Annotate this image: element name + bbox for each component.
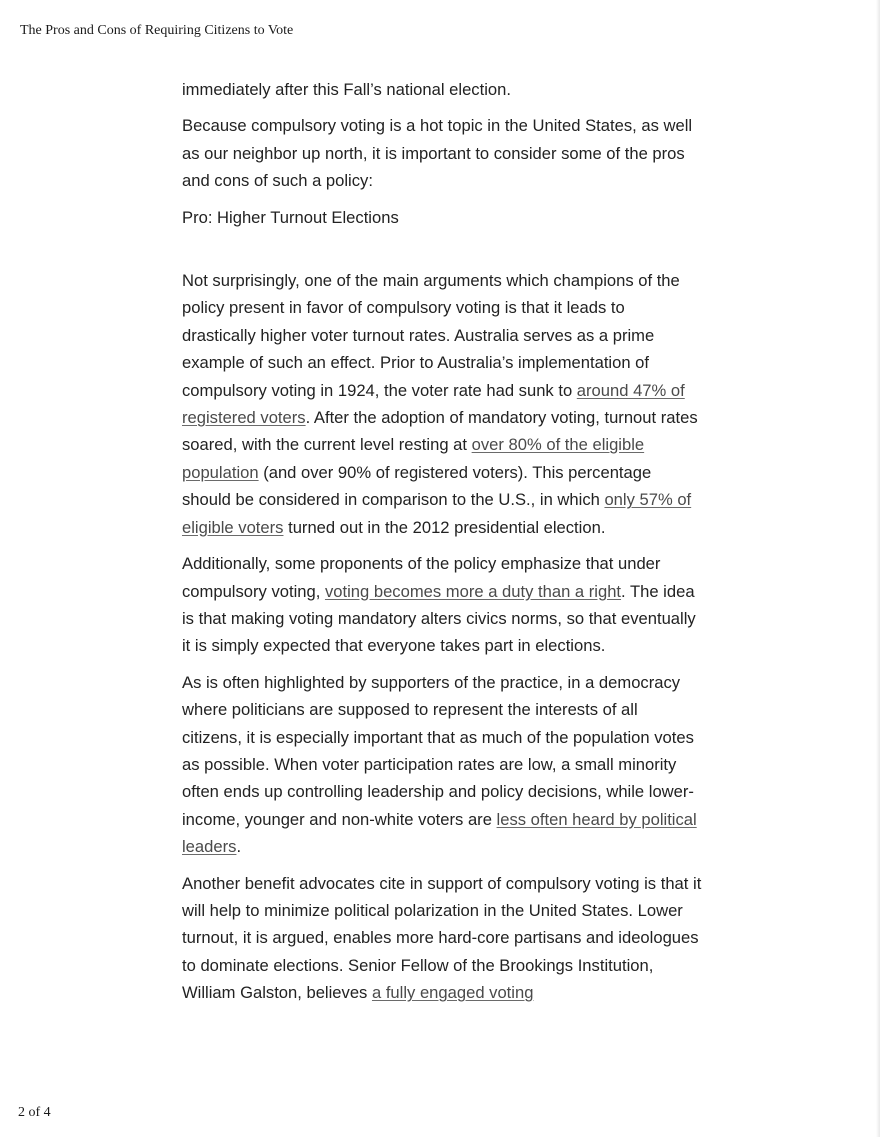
text-run: Another benefit advocates cite in support of compulsory voting is that it will help to minimize political polarization in the United States. Lower turnout, it is argued, enables more hard-core partisans and ideologues to dominate elections. Senior Fellow of the Brookings Institution, William Galston, believes xyxy=(182,873,702,1003)
paragraph-duty xyxy=(182,550,702,660)
link-fully-engaged-voting[interactable]: a fully engaged voting xyxy=(371,983,534,1003)
paragraph-polarization xyxy=(182,870,702,1007)
section-heading-pro-turnout: Pro: Higher Turnout Elections xyxy=(182,207,399,227)
text-run: turned out in the 2012 presidential election. xyxy=(283,517,606,537)
paragraph-intro: Because compulsory voting is a hot topic in the United States, as well as our neighbor up north, it is important to consider some of the pros and cons of such a policy: xyxy=(182,116,693,191)
article-body xyxy=(182,76,702,1016)
paragraph-representation xyxy=(182,669,702,861)
text-run: Not surprisingly, one of the main arguments which champions of the policy present in favor of compulsory voting is that it leads to drastically higher voter turnout rates. Australia serves as a prime example of such an effect. Prior to Australia’s implementation of compulsory voting in 1924, the voter rate had sunk to xyxy=(182,271,680,400)
link-around-47-percent[interactable]: around 47% of registered voters xyxy=(182,380,685,428)
text-run: . xyxy=(236,837,242,857)
link-over-80-percent[interactable]: over 80% of the eligible population xyxy=(182,435,645,482)
text-run: As is often highlighted by supporters of the practice, in a democracy where politicians are supposed to represent the interests of all citizens, it is especially important that as much of the population votes as possible. When voter participation rates are low, a small minority often ends up controlling leadership and policy decisions, while lower-income, younger and non-white voters are xyxy=(182,672,694,829)
text-run: (and over 90% of registered voters). This percentage should be considered in comparison to the U.S., in which xyxy=(182,462,652,510)
text-run: . After the adoption of mandatory voting, turnout rates soared, with the current level resting at xyxy=(182,408,698,455)
link-less-often-heard[interactable]: less often heard by political leaders xyxy=(182,809,697,857)
scan-edge-shadow xyxy=(876,0,880,1137)
page-number: 2 of 4 xyxy=(18,1105,51,1120)
link-only-57-percent[interactable]: only 57% of eligible voters xyxy=(182,490,692,537)
link-duty-not-right[interactable]: voting becomes more a duty than a right xyxy=(324,581,622,601)
page-header-title: The Pros and Cons of Requiring Citizens to Vote xyxy=(20,23,294,38)
text-run: . The idea is that making voting mandatory alters civics norms, so that eventually it is simply expected that everyone takes part in elections. xyxy=(182,581,696,656)
paragraph-turnout xyxy=(182,267,702,541)
paragraph-continuation: immediately after this Fall’s national election. xyxy=(182,80,511,99)
text-run: Additionally, some proponents of the policy emphasize that under compulsory voting, xyxy=(182,554,661,601)
